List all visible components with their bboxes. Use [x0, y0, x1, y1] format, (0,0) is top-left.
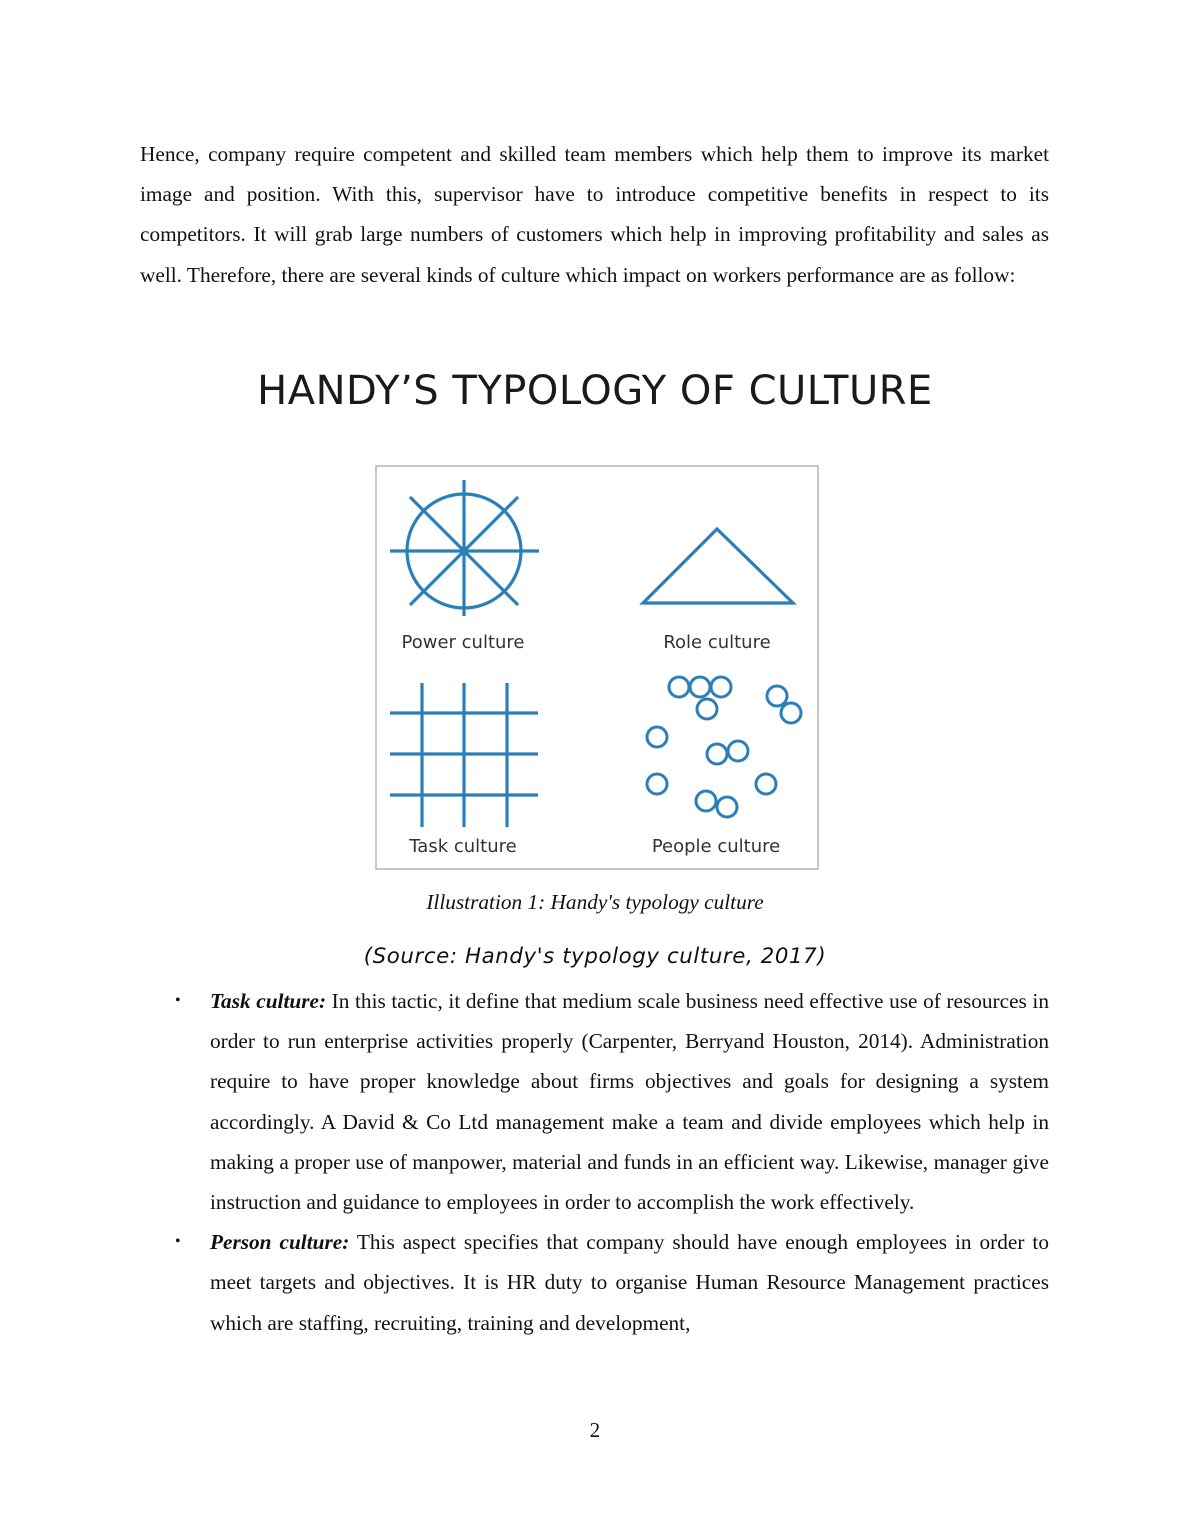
- bullet-text: This aspect specifies that company should have enough employees in order to meet targets and objectives. It is HR duty to organise Human Resource Management practices which are staffing, recruiting, training and development,: [210, 1230, 1049, 1335]
- people-culture-label: People culture: [651, 836, 781, 857]
- list-item: [175, 1222, 1049, 1343]
- figure-source: (Source: Handy's typology culture, 2017): [363, 944, 827, 969]
- power-culture-label: Power culture: [401, 632, 525, 653]
- bullet-icon: •: [175, 1233, 181, 1251]
- bullet-text: In this tactic, it define that medium scale business need effective use of resources in order to run enterprise activities properly (Carpenter, Berryand Houston, 2014). Administration require to have proper knowledge about firms objectives and goals for designing a system accordingly. A David & Co Ltd management make a team and divide employees which help in making a proper use of manpower, material and funds in an efficient way. Likewise, manager give instruction and guidance to employees in order to accomplish the work effectively.: [210, 989, 1049, 1215]
- diagram-border: [376, 466, 818, 869]
- handy-typology-diagram: [375, 465, 819, 870]
- bullet-term: Person culture:: [210, 1230, 350, 1255]
- bullet-icon: •: [175, 992, 181, 1009]
- figure-caption: Illustration 1: Handy's typology culture: [426, 890, 764, 914]
- role-culture-label: Role culture: [663, 632, 771, 653]
- page-number: 2: [589, 1418, 601, 1442]
- bullet-term: Task culture:: [210, 989, 327, 1013]
- intro-paragraph: Hence, company require competent and skilled team members which help them to improve its market image and position. With this, supervisor have to introduce competitive benefits in respect to its competitors. It will grab large numbers of customers which help in improving profitability and sales as well. Therefore, there are several kinds of culture which impact on workers performance are as follow:: [140, 142, 1049, 287]
- diagram-svg: [375, 465, 819, 870]
- task-culture-label: Task culture: [409, 836, 517, 857]
- culture-bullet-list: [175, 981, 1049, 1343]
- figure-title: HANDY’S TYPOLOGY OF CULTURE: [257, 368, 933, 414]
- list-item: [175, 981, 1049, 1222]
